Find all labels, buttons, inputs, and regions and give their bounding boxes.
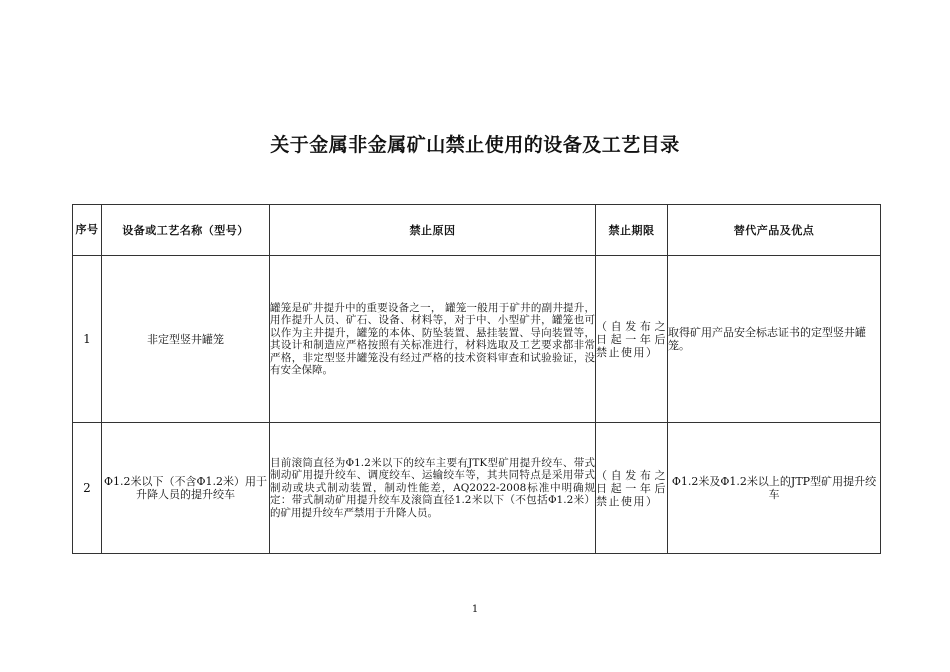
header-name: 设备或工艺名称（型号） (102, 205, 270, 256)
row-prohibition-period: （自发布之日起一年后禁止使用） (596, 256, 668, 423)
table-row (73, 256, 881, 423)
header-period: 禁止期限 (596, 205, 668, 256)
row-equipment-name: 非定型竖井罐笼 (102, 256, 270, 423)
row-seq: 1 (73, 256, 102, 423)
equipment-catalog-table (72, 204, 881, 554)
row-seq: 2 (73, 423, 102, 554)
header-alternative: 替代产品及优点 (668, 205, 881, 256)
header-seq: 序号 (73, 205, 102, 256)
table-row (73, 423, 881, 554)
row-alternative-product: Φ1.2米及Φ1.2米以上的JTP型矿用提升绞车 (668, 423, 881, 554)
row-prohibition-period: （自发布之日起一年后禁止使用） (596, 423, 668, 554)
row-prohibition-reason: 罐笼是矿井提升中的重要设备之一， 罐笼一般用于矿井的副井提升，用作提升人员、矿石、设备、材料等，对于中、小型矿井，罐笼也可以作为主井提升，罐笼的本体、防坠装置、悬挂装置、导向装置等，其设计和制造应严格按照有关标准进行，材料选取及工艺要求都非常严格，非定型竖井罐笼没有经过严格的技术资料审查和试验验证，没有安全保障。 (270, 256, 596, 423)
row-prohibition-reason: 目前滚筒直径为Φ1.2米以下的绞车主要有JTK型矿用提升绞车、带式制动矿用提升绞车、调度绞车、运输绞车等，其共同特点是采用带式制动或块式制动装置，制动性能差，AQ2022-2008标准中明确规定：带式制动矿用提升绞车及滚筒直径1.2米以下（不包括Φ1.2米）的矿用提升绞车严禁用于升降人员。 (270, 423, 596, 554)
header-reason: 禁止原因 (270, 205, 596, 256)
page-number: 1 (471, 604, 479, 615)
row-equipment-name: Φ1.2米以下（不含Φ1.2米）用于升降人员的提升绞车 (102, 423, 270, 554)
table-header-row (73, 205, 881, 256)
document-title: 关于金属非金属矿山禁止使用的设备及工艺目录 (270, 134, 680, 156)
row-alternative-product: 取得矿用产品安全标志证书的定型竖井罐笼。 (668, 256, 881, 423)
